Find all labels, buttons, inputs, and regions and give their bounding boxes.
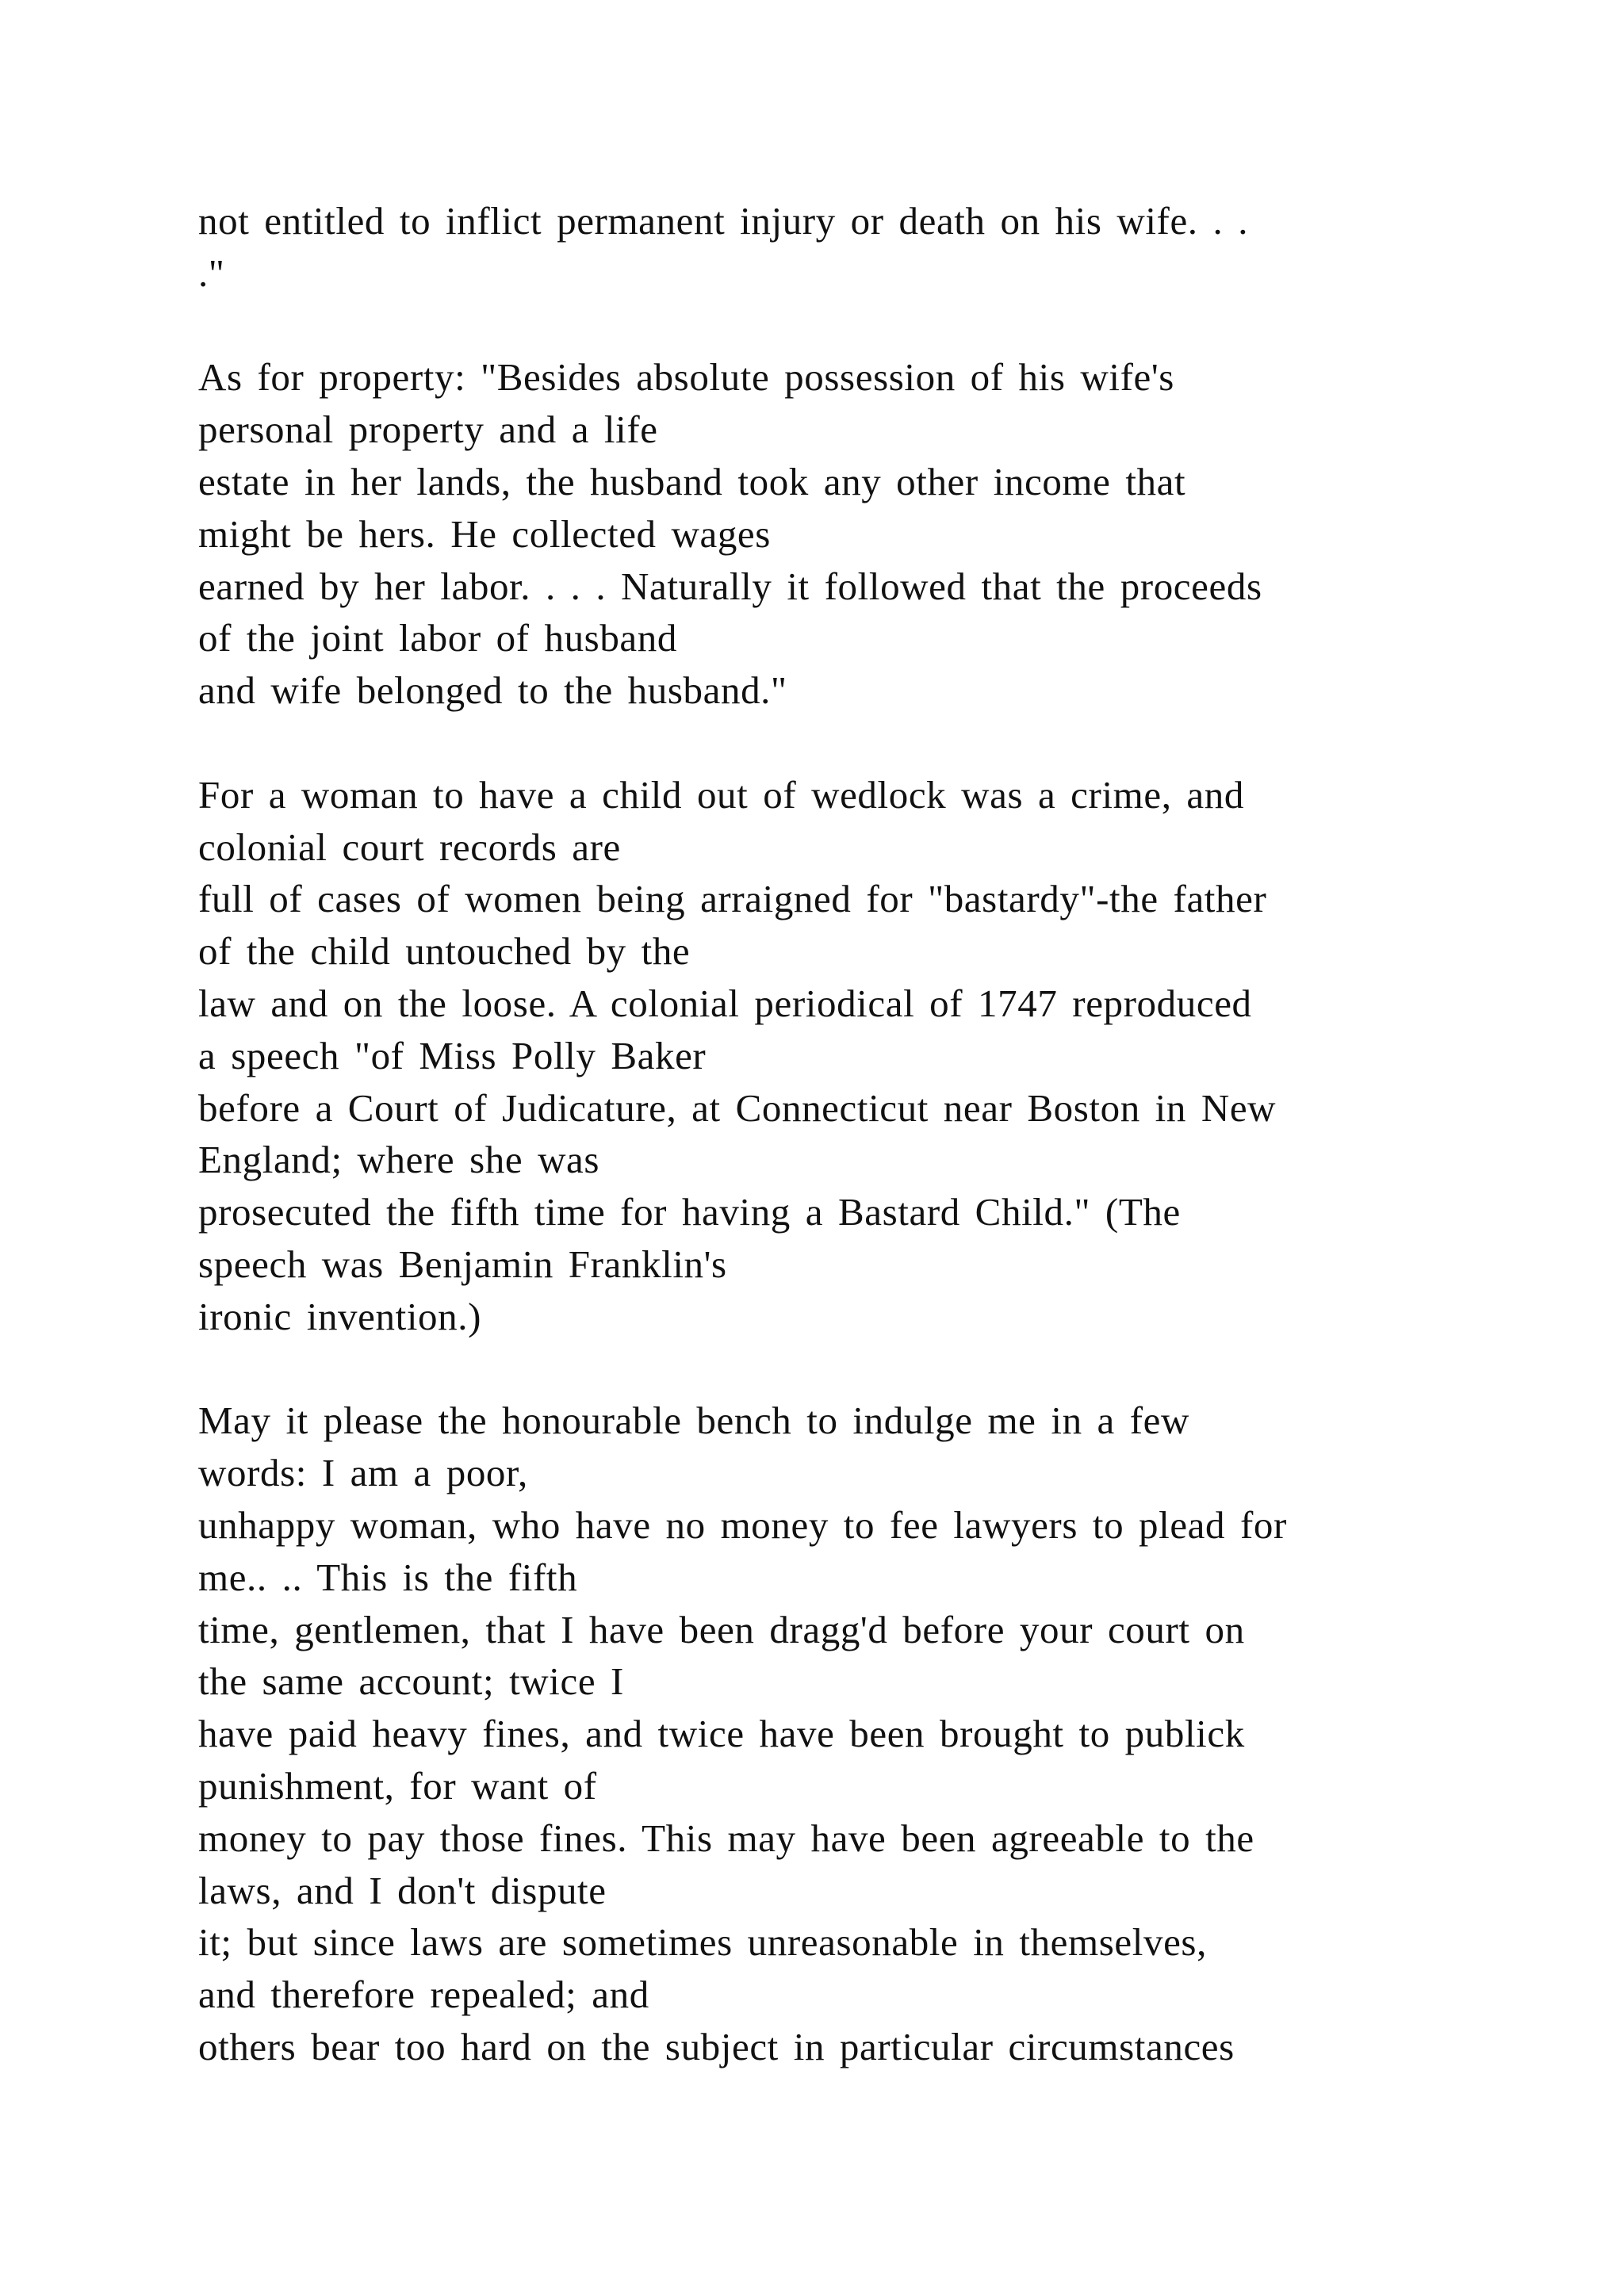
paragraph-gap [198, 1343, 1546, 1395]
text-line: might be hers. He collected wages [198, 511, 771, 556]
text-line: not entitled to inflict permanent injury or death on his wife. . . [198, 199, 1249, 243]
text-line: before a Court of Judicature, at Connecticut near Boston in New [198, 1085, 1277, 1130]
text-line: personal property and a life [198, 408, 658, 452]
text-line: ironic invention.) [198, 1294, 482, 1338]
paragraph-gap [198, 300, 1546, 352]
text-line: money to pay those fines. This may have been agreeable to the [198, 1816, 1254, 1860]
text-line: speech was Benjamin Franklin's [198, 1242, 727, 1286]
paragraph-2 [198, 351, 1546, 717]
text-line: of the joint labor of husband [198, 616, 677, 660]
text-line: colonial court records are [198, 825, 621, 869]
paragraph-gap [198, 717, 1546, 769]
text-line: time, gentlemen, that I have been dragg'd before your court on [198, 1607, 1245, 1651]
text-line: of the child untouched by the [198, 929, 691, 974]
text-line: a speech "of Miss Polly Baker [198, 1033, 707, 1077]
text-line: the same account; twice I [198, 1659, 624, 1704]
paragraph-1 [198, 195, 1546, 300]
text-line: May it please the honourable bench to indulge me in a few [198, 1399, 1189, 1443]
text-line: have paid heavy fines, and twice have been brought to publick [198, 1712, 1245, 1756]
text-line: earned by her labor. . . . Naturally it followed that the proceeds [198, 564, 1262, 608]
text-line: prosecuted the fifth time for having a Bastard Child." (The [198, 1190, 1181, 1234]
text-line: England; where she was [198, 1138, 600, 1182]
text-line: As for property: "Besides absolute possession of his wife's [198, 355, 1174, 400]
text-line: estate in her lands, the husband took any other income that [198, 459, 1186, 503]
text-line: full of cases of women being arraigned for "bastardy"-the father [198, 877, 1267, 921]
text-line: unhappy woman, who have no money to fee lawyers to plead for [198, 1502, 1287, 1547]
paragraph-3 [198, 769, 1546, 1343]
text-line: and wife belonged to the husband." [198, 668, 787, 713]
document-body [198, 195, 1546, 2073]
text-line: law and on the loose. A colonial periodical of 1747 reproduced [198, 981, 1252, 1025]
text-line: punishment, for want of [198, 1763, 597, 1808]
text-line: it; but since laws are sometimes unreasonable in themselves, [198, 1920, 1207, 1965]
text-line: me.. .. This is the fifth [198, 1555, 578, 1599]
text-line: ." [198, 251, 225, 295]
text-line: words: I am a poor, [198, 1451, 528, 1495]
text-line: and therefore repealed; and [198, 1973, 649, 2017]
text-line: laws, and I don't dispute [198, 1868, 607, 1912]
text-line: For a woman to have a child out of wedlock was a crime, and [198, 772, 1244, 817]
paragraph-4 [198, 1395, 1546, 2072]
text-line: others bear too hard on the subject in particular circumstances [198, 2024, 1235, 2068]
